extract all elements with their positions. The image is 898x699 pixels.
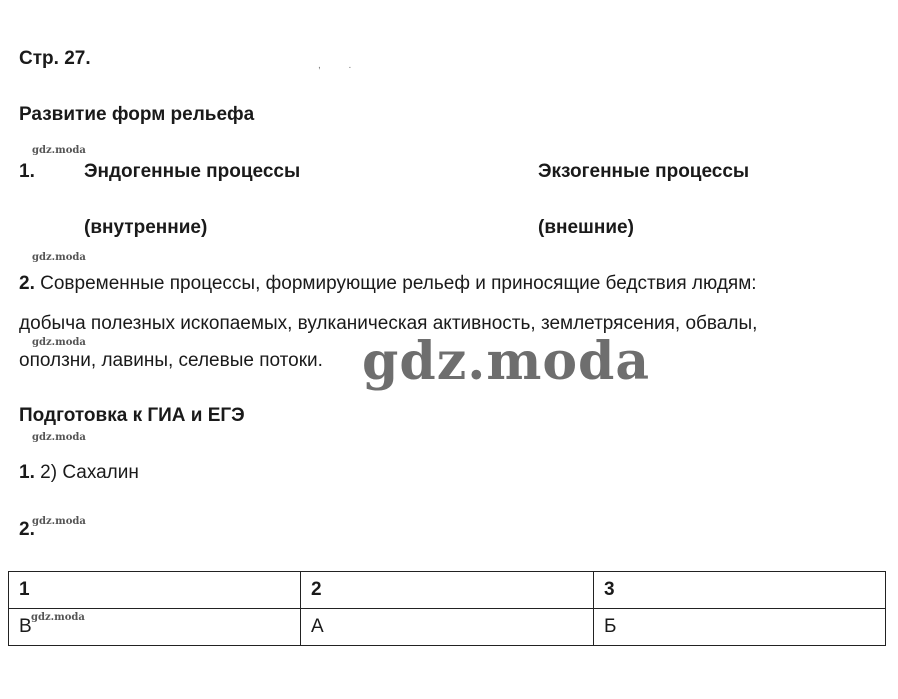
watermark-large: gdz.moda <box>362 331 651 392</box>
table-cell <box>9 609 301 646</box>
watermark-small: gdz.moda <box>32 145 86 156</box>
item-2-line-1 <box>19 273 757 295</box>
answer-2-number: 2. <box>19 519 35 540</box>
table-header-cell: 3 <box>594 572 886 609</box>
endogenous-heading: Эндогенные процессы <box>84 161 301 182</box>
watermark-small: gdz.moda <box>31 612 85 623</box>
scan-artifact: , . <box>318 60 352 71</box>
table-header-row <box>9 572 886 609</box>
answer-1 <box>19 462 139 484</box>
page-number-label: Стр. 27. <box>19 48 91 69</box>
watermark-small: gdz.moda <box>32 516 86 527</box>
table-cell: А <box>301 609 594 646</box>
item-number: 2. <box>19 273 35 294</box>
section-title-relief: Развитие форм рельефа <box>19 104 255 125</box>
item-2-text: Современные процессы, формирующие рельеф и приносящие бедствия людям: <box>40 273 757 294</box>
exogenous-heading: Экзогенные процессы <box>538 161 750 182</box>
item-number: 1. <box>19 161 35 182</box>
table-header-cell: 1 <box>9 572 301 609</box>
answer-table <box>8 571 886 646</box>
table-row <box>9 609 886 646</box>
table-cell: Б <box>594 609 886 646</box>
table-header-cell: 2 <box>301 572 594 609</box>
exogenous-subheading: (внешние) <box>538 217 634 238</box>
endogenous-subheading: (внутренние) <box>84 217 208 238</box>
item-2-line-2: добыча полезных ископаемых, вулканическая активность, землетрясения, обвалы, <box>19 313 758 334</box>
section-title-exam-prep: Подготовка к ГИА и ЕГЭ <box>19 405 245 426</box>
table-cell-value: В <box>19 616 32 637</box>
item-number: 1. <box>19 462 35 483</box>
item-2-line-3: оползни, лавины, селевые потоки. <box>19 350 323 371</box>
watermark-small: gdz.moda <box>32 432 86 443</box>
answer-1-text: 2) Сахалин <box>40 462 139 483</box>
watermark-small: gdz.moda <box>32 337 86 348</box>
watermark-small: gdz.moda <box>32 252 86 263</box>
